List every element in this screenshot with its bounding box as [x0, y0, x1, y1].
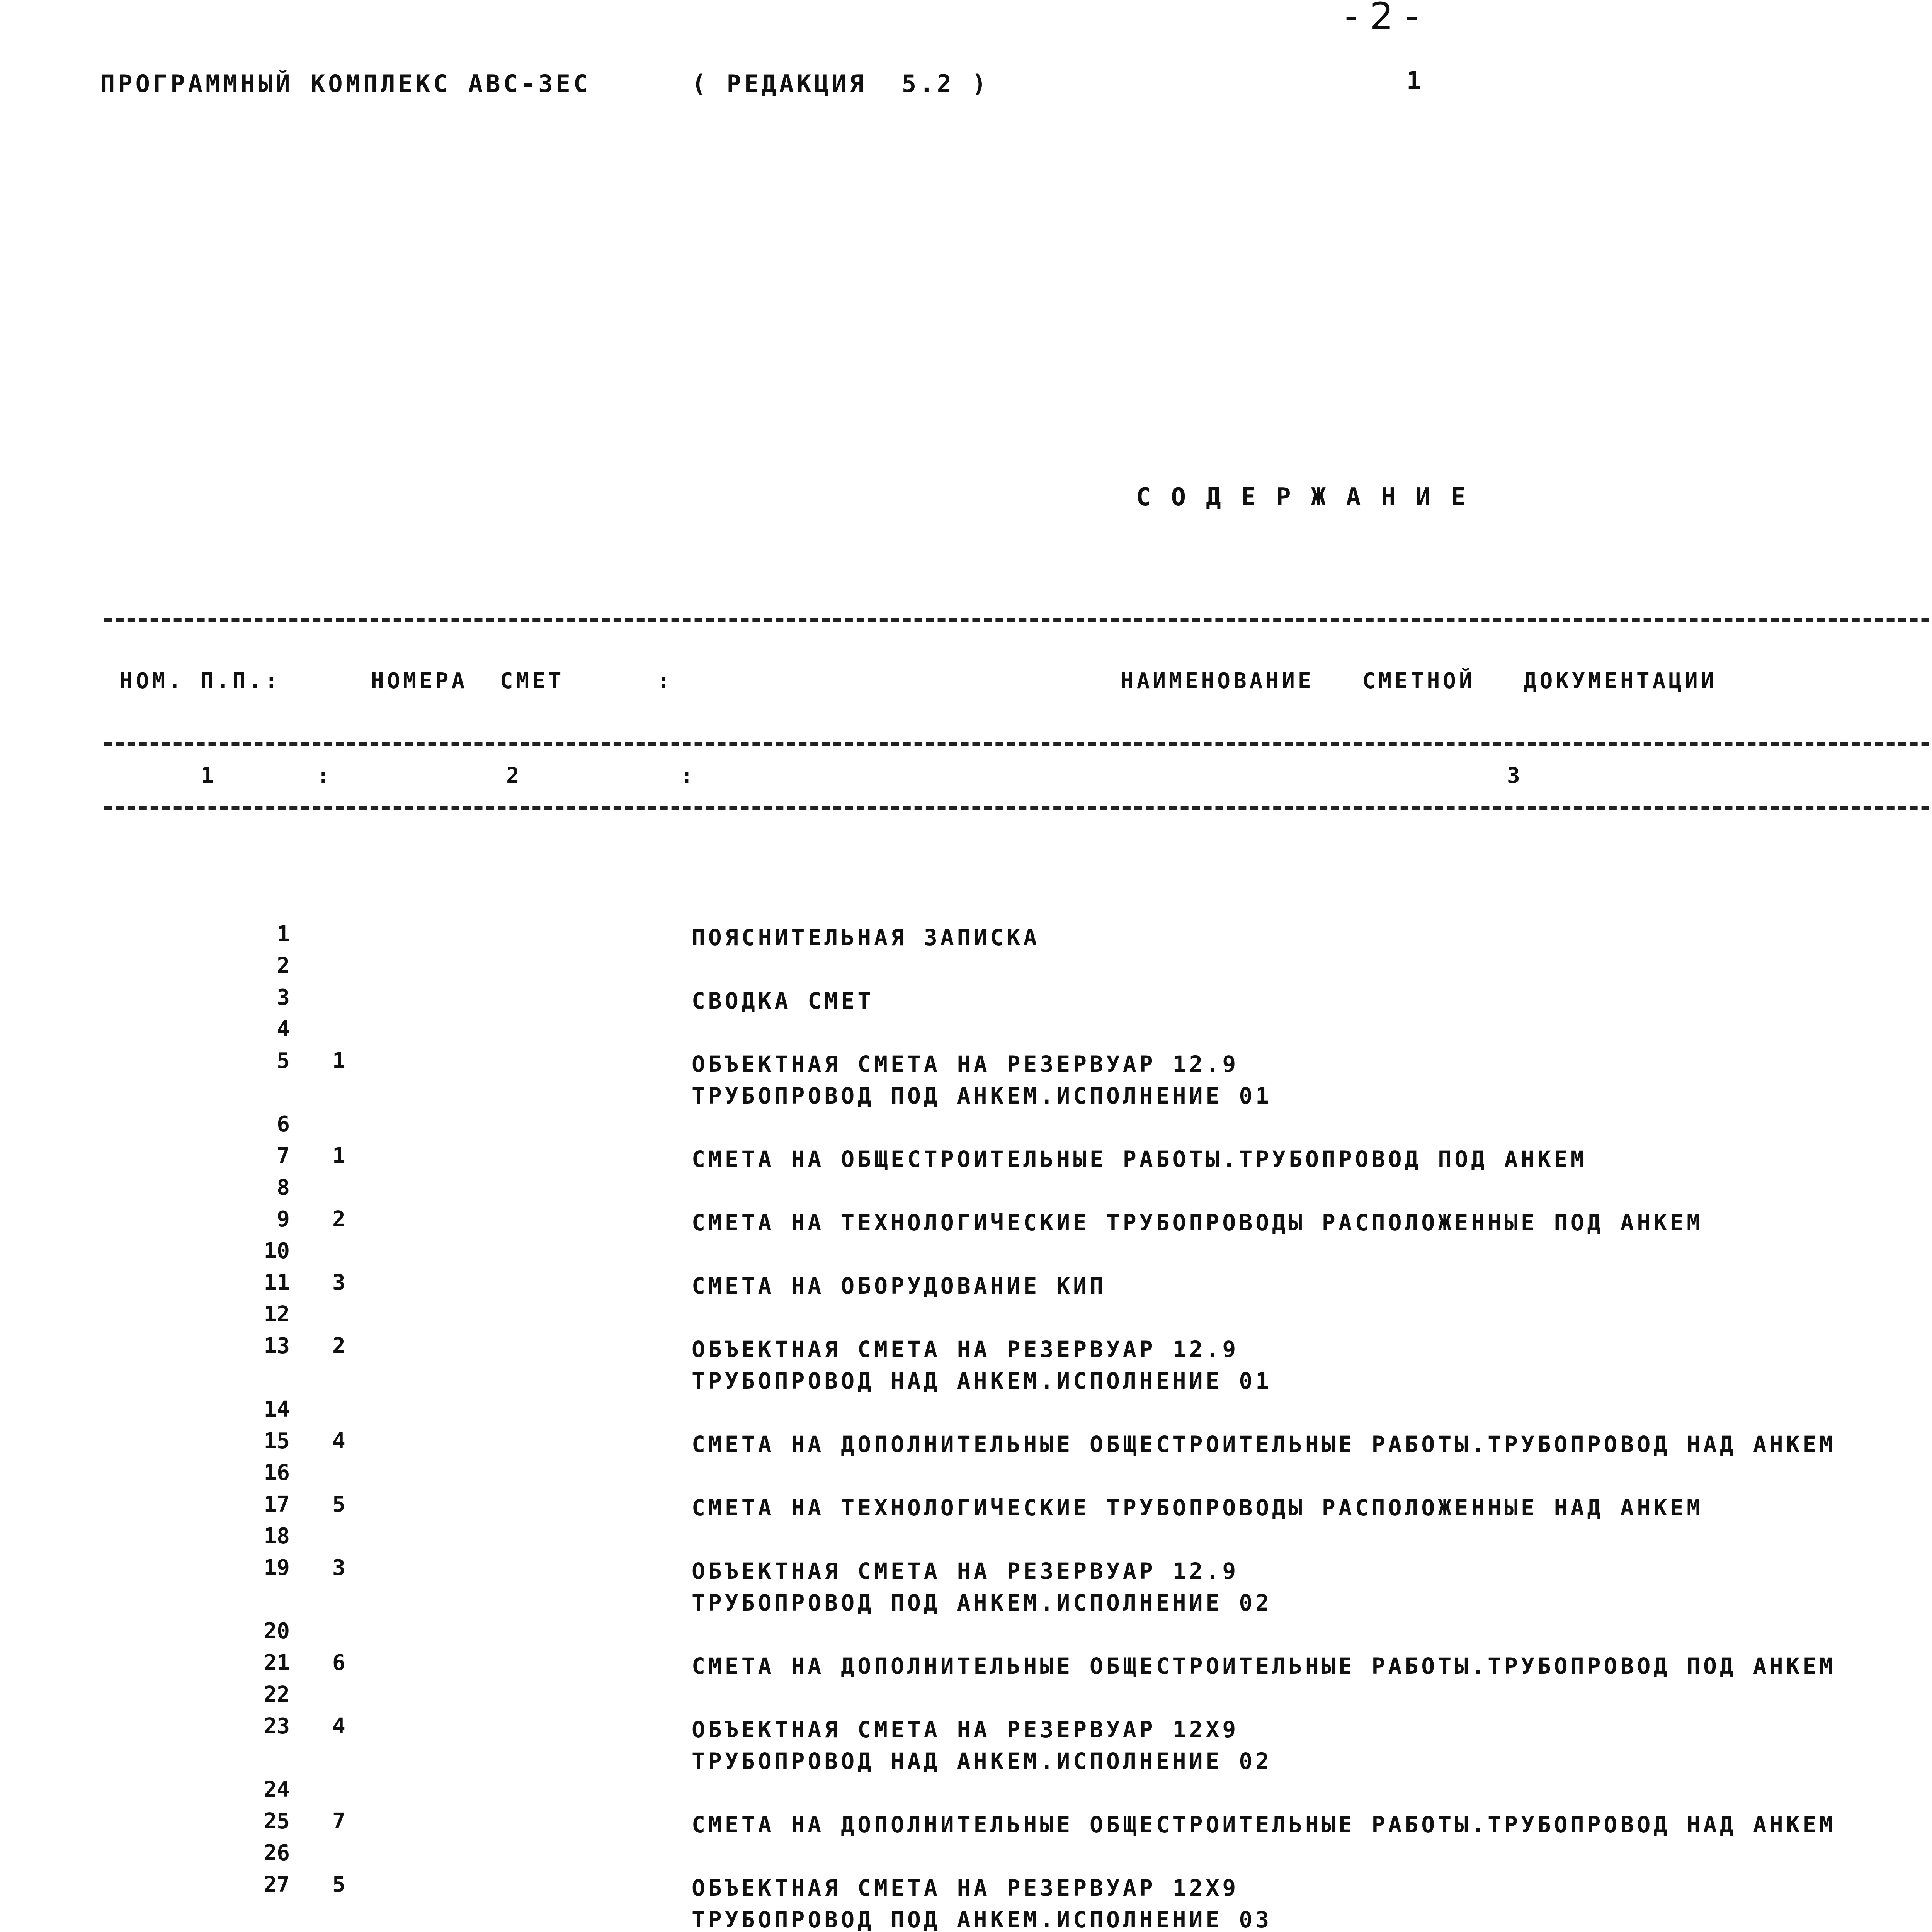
row-description: СВОДКА СМЕТ	[692, 988, 874, 1014]
row-number: 5	[277, 1048, 290, 1073]
row-estimate-number: 1	[332, 1143, 345, 1168]
row-number: 7	[277, 1143, 290, 1168]
row-description: ТРУБОПРОВОД ПОД АНКЕМ.ИСПОЛНЕНИЕ 02	[692, 1590, 1272, 1616]
row-number: 8	[277, 1175, 290, 1200]
row-description: ТРУБОПРОВОД НАД АНКЕМ.ИСПОЛНЕНИЕ 01	[692, 1368, 1272, 1394]
row-number: 1	[277, 922, 290, 947]
row-number: 19	[264, 1555, 290, 1580]
row-description: ПОЯСНИТЕЛЬНАЯ ЗАПИСКА	[692, 924, 1040, 951]
row-number: 16	[264, 1460, 290, 1485]
row-number: 23	[264, 1714, 290, 1739]
row-number: 27	[264, 1872, 290, 1897]
row-estimate-number: 5	[332, 1872, 345, 1897]
program-name: ПРОГРАММНЫЙ КОМПЛЕКС АВС-3ЕС	[100, 70, 591, 98]
row-description: ОБЪЕКТНАЯ СМЕТА НА РЕЗЕРВУАР 12Х9	[692, 1716, 1239, 1743]
row-estimate-number: 5	[332, 1492, 345, 1517]
row-description: ОБЪЕКТНАЯ СМЕТА НА РЕЗЕРВУАР 12.9	[692, 1558, 1239, 1584]
row-description: ТРУБОПРОВОД ПОД АНКЕМ.ИСПОЛНЕНИЕ 03	[692, 1906, 1272, 1932]
rule-middle	[104, 742, 1932, 746]
row-description: СМЕТА НА ТЕХНОЛОГИЧЕСКИЕ ТРУБОПРОВОДЫ РАСПОЛОЖЕННЫЕ ПОД АНКЕМ	[692, 1209, 1704, 1236]
row-number: 2	[277, 953, 290, 978]
row-description: СМЕТА НА ДОПОЛНИТЕЛЬНЫЕ ОБЩЕСТРОИТЕЛЬНЫЕ РАБОТЫ.ТРУБОПРОВОД НАД АНКЕМ	[692, 1811, 1836, 1838]
row-number: 6	[277, 1112, 290, 1137]
row-number: 26	[264, 1840, 290, 1866]
row-description: СМЕТА НА ДОПОЛНИТЕЛЬНЫЕ ОБЩЕСТРОИТЕЛЬНЫЕ РАБОТЫ.ТРУБОПРОВОД ПОД АНКЕМ	[692, 1653, 1836, 1679]
row-number: 17	[264, 1492, 290, 1517]
row-description: ОБЪЕКТНАЯ СМЕТА НА РЕЗЕРВУАР 12Х9	[692, 1875, 1239, 1901]
col-header-estimates: НОМЕРА СМЕТ	[371, 668, 565, 694]
row-description: ОБЪЕКТНАЯ СМЕТА НА РЕЗЕРВУАР 12.9	[692, 1051, 1239, 1077]
col-header-name: НАИМЕНОВАНИЕ СМЕТНОЙ ДОКУМЕНТАЦИИ	[1121, 668, 1717, 694]
row-number: 25	[264, 1809, 290, 1834]
row-estimate-number: 7	[332, 1809, 345, 1834]
col-number-sep-2: :	[680, 763, 696, 788]
row-number: 22	[264, 1682, 290, 1707]
row-description: СМЕТА НА ДОПОЛНИТЕЛЬНЫЕ ОБЩЕСТРОИТЕЛЬНЫЕ РАБОТЫ.ТРУБОПРОВОД НАД АНКЕМ	[692, 1431, 1836, 1458]
row-number: 12	[264, 1302, 290, 1327]
row-description: ТРУБОПРОВОД НАД АНКЕМ.ИСПОЛНЕНИЕ 02	[692, 1748, 1272, 1774]
row-description: ТРУБОПРОВОД ПОД АНКЕМ.ИСПОЛНЕНИЕ 01	[692, 1083, 1272, 1109]
col-header-number: НОМ. П.П.:	[120, 668, 281, 694]
col-number-sep-1: :	[317, 763, 333, 788]
row-estimate-number: 6	[332, 1650, 345, 1675]
row-description: СМЕТА НА ТЕХНОЛОГИЧЕСКИЕ ТРУБОПРОВОДЫ РАСПОЛОЖЕННЫЕ НАД АНКЕМ	[692, 1495, 1704, 1521]
edition-label: ( РЕДАКЦИЯ 5.2 )	[692, 70, 990, 98]
row-description: ОБЪЕКТНАЯ СМЕТА НА РЕЗЕРВУАР 12.9	[692, 1336, 1239, 1362]
row-estimate-number: 3	[332, 1270, 345, 1295]
rule-top	[104, 618, 1932, 622]
col-number-3: 3	[1507, 763, 1523, 788]
row-number: 9	[277, 1207, 290, 1232]
row-estimate-number: 4	[332, 1714, 345, 1739]
page-title: СОДЕРЖАНИЕ	[1136, 483, 1486, 512]
col-number-2: 2	[506, 763, 522, 788]
col-header-separator: :	[657, 668, 673, 694]
row-description: СМЕТА НА ОБЩЕСТРОИТЕЛЬНЫЕ РАБОТЫ.ТРУБОПРОВОД ПОД АНКЕМ	[692, 1146, 1587, 1172]
row-description: СМЕТА НА ОБОРУДОВАНИЕ КИП	[692, 1273, 1106, 1299]
page-marker: - 2 -	[1345, 0, 1419, 38]
row-number: 14	[264, 1397, 290, 1422]
rule-bottom	[104, 806, 1932, 810]
row-number: 13	[264, 1333, 290, 1359]
row-number: 20	[264, 1619, 290, 1644]
row-number: 15	[264, 1429, 290, 1454]
row-estimate-number: 1	[332, 1048, 345, 1073]
sheet-number: 1	[1406, 66, 1424, 95]
row-estimate-number: 2	[332, 1333, 345, 1359]
row-number: 18	[264, 1524, 290, 1549]
row-number: 3	[277, 985, 290, 1010]
row-number: 10	[264, 1238, 290, 1264]
row-estimate-number: 2	[332, 1207, 345, 1232]
row-estimate-number: 4	[332, 1429, 345, 1454]
row-number: 11	[264, 1270, 290, 1295]
row-estimate-number: 3	[332, 1555, 345, 1580]
row-number: 4	[277, 1017, 290, 1042]
row-number: 21	[264, 1650, 290, 1675]
row-number: 24	[264, 1777, 290, 1802]
col-number-1: 1	[201, 763, 217, 788]
